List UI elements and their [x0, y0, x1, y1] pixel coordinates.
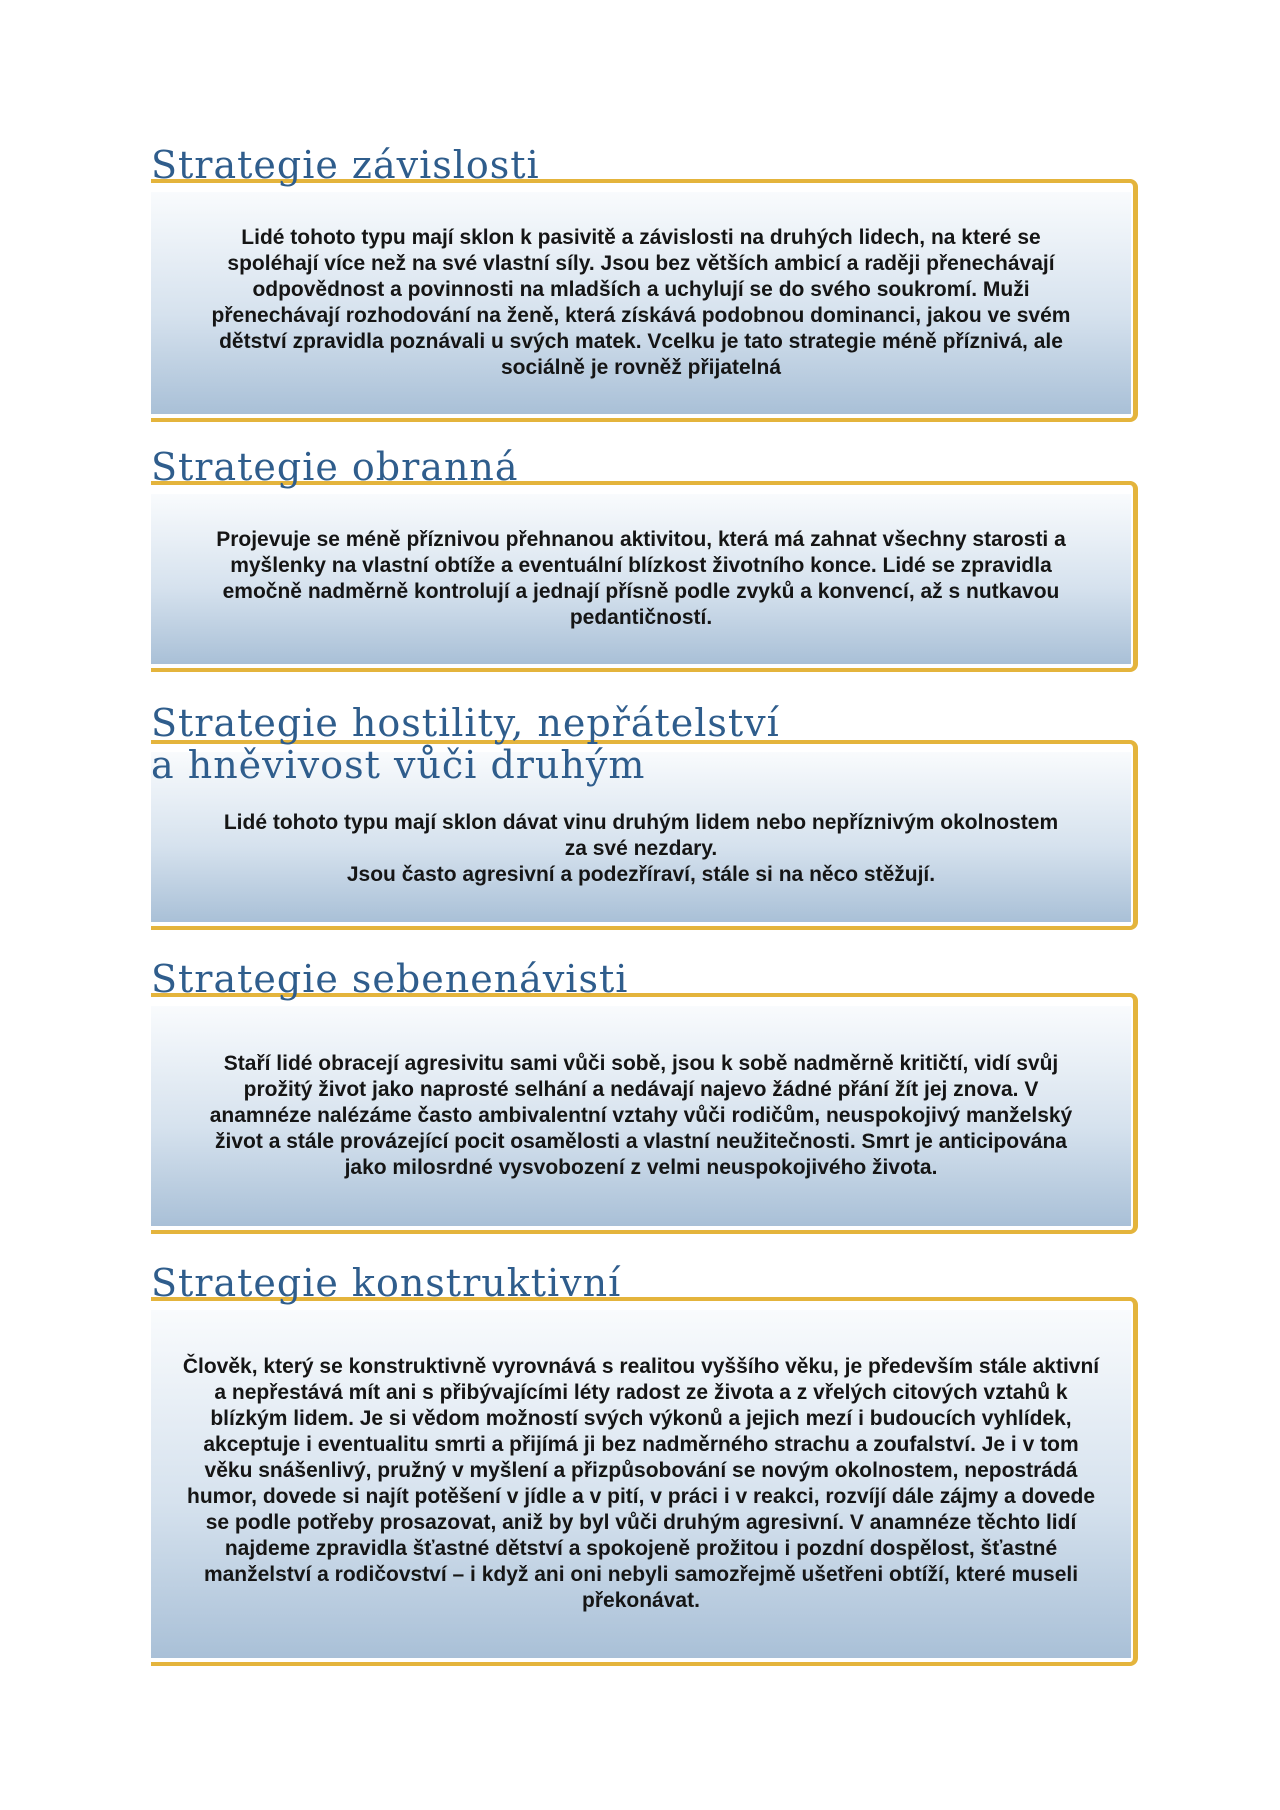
section-title: Strategie konstruktivní — [151, 1261, 622, 1305]
section-text-line2: Jsou často agresivní a podezříraví, stále si na něco stěžují. — [346, 863, 936, 886]
section-text: Projevuje se méně příznivou přehnanou aktivitou, která má zahnat všechny starosti a myšlenky na vlastní obtíže a eventuální blízkost životního konce. Lidé se zpravidla emočně nadměrně kontrolují a jednají přísně podle zvyků a konvencí, až s nutkavou pedantičností. — [216, 528, 1066, 629]
section-sebenenavist — [151, 958, 1138, 1233]
section-title-line1: Strategie hostility, nepřátelství — [151, 701, 780, 745]
text-box — [151, 494, 1131, 664]
section-title: Strategie sebenenávisti — [151, 957, 629, 1001]
section-text-line1: Lidé tohoto typu mají sklon dávat vinu druhým lidem nebo nepříznivým okolnostem za své nezdary. — [223, 811, 1059, 860]
text-box — [151, 1310, 1131, 1658]
text-box — [151, 1006, 1131, 1226]
title-underline — [481, 481, 1131, 483]
section-text: Člověk, který se konstruktivně vyrovnává s realitou vyššího věku, je především stále aktivní a nepřestává mít ani s přibývajícími léty radost ze života a z vřelých citových vztahů k blízkým lidem. Je si vědom možností svých výkonů a jejich mezí i budoucích vyhlídek, akceptuje i eventualitu smrti a přijímá ji bez nadměrného strachu a zoufalství. Je i v tom věku snášenlivý, pružný v myšlení a přizpůsobování se novým okolnostem, nepostrádá humor, dovede si najít potěšení v jídle a v pití, v práci i v reakci, rozvíjí dále zájmy a dovede se podle potřeby prosazovat, aniž by byl vůči druhým agresivní. V anamnéze těchto lidí najdeme zpravidla šťastné dětství a spokojeně prožitou i pozdní dospělost, šťastné manželství a rodičovství – i když ani oni nebyli samozřejmě ušetřeni obtíží, které museli překonávat. — [182, 1355, 1100, 1612]
section-text: Lidé tohoto typu mají sklon k pasivitě a závislosti na druhých lidech, na které se spoléhají více než na své vlastní síly. Jsou bez větších ambicí a raději přenechávají odpovědnost a povinnosti na mladších a uchylují se do svého soukromí. Muži přenechávají rozhodování na ženě, která získává podobnou dominanci, jakou ve svém dětství zpravidla poznávali u svých matek. Vcelku je tato strategie méně příznivá, ale sociálně je rovněž přijatelná — [211, 226, 1071, 379]
section-title: Strategie závislosti — [151, 143, 540, 187]
title-underline — [601, 993, 1131, 995]
section-konstruktivni — [151, 1262, 1138, 1667]
section-title: Strategie obranná — [151, 445, 519, 489]
section-obranna — [151, 446, 1138, 671]
section-text: Staří lidé obracejí agresivitu sami vůči sobě, jsou k sobě nadměrně kritičtí, vidí svůj prožitý život jako naprosté selhání a nedávají najevo žádné přání žít jej znova. V anamnéze nalézáme často ambivalentní vztahy vůči rodičům, neuspokojivý manželský život a stále provázející pocit osamělosti a vlastní neužitečnosti. Smrt je anticipována jako milosrdné vysvobození z velmi neuspokojivého života. — [209, 1052, 1073, 1179]
text-box — [151, 192, 1131, 414]
title-underline — [611, 1297, 1131, 1299]
section-title-line2: a hněvivost vůči druhým — [151, 743, 646, 787]
section-zavislost — [151, 140, 1138, 420]
section-hostilita — [151, 700, 1138, 930]
